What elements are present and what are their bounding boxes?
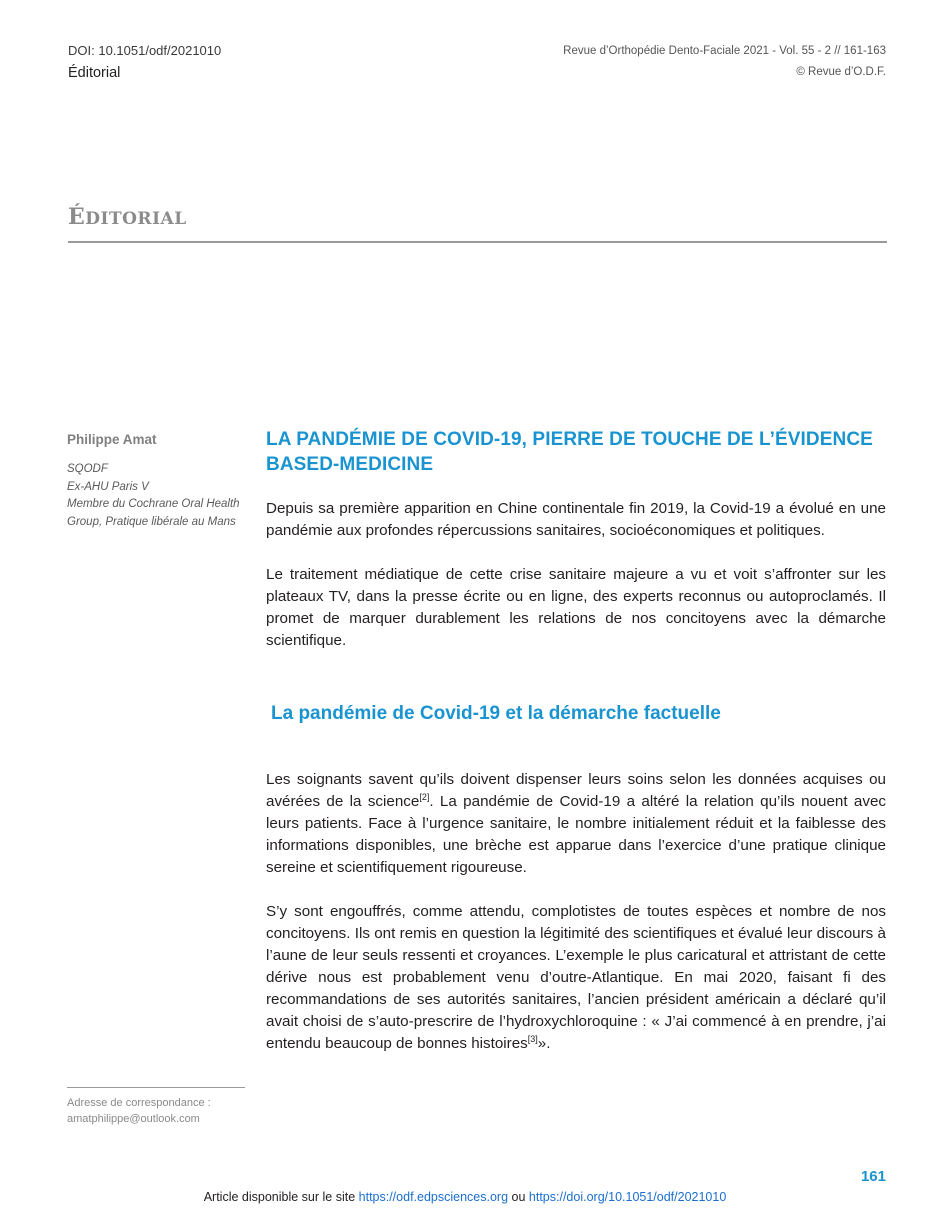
author-name: Philippe Amat [67, 432, 157, 447]
paragraph-1: Depuis sa première apparition en Chine continentale fin 2019, la Covid-19 a évolué en une pandémie aux profondes répercussions sanitaires, socioéconomiques et politiques. [266, 500, 886, 539]
section-title-rest: DITORIAL [85, 209, 187, 229]
correspondence-block [67, 1087, 245, 1127]
doi-label: DOI: 10.1051/odf/2021010 [68, 43, 222, 58]
footer-link-doi[interactable]: https://doi.org/10.1051/odf/2021010 [528, 1190, 727, 1204]
paragraph-3 [266, 769, 886, 879]
page-header-right [563, 41, 886, 83]
footer-text: Article disponible sur le site [203, 1190, 359, 1204]
author-sidebar [67, 432, 247, 531]
correspondence-label: Adresse de correspondance : [67, 1097, 211, 1109]
section-title-initial: É [68, 204, 86, 230]
footer-link-site[interactable]: https://odf.edpsciences.org [358, 1190, 509, 1204]
correspondence-email[interactable]: amatphilippe@outlook.com [67, 1113, 200, 1125]
article-body [266, 427, 886, 1055]
affiliation-1: SQODF [67, 463, 108, 475]
section-label: Éditorial [68, 65, 121, 81]
footer-text-or: ou [508, 1190, 529, 1204]
page-number: 161 [860, 1168, 886, 1185]
paragraph-2: Le traitement médiatique de cette crise sanitaire majeure a vu et voit s’affronter sur les plateaux TV, dans la presse écrite ou en ligne, des experts reconnus ou autoproclamés. Il promet de marquer durablement les relations de nos concitoyens avec la démarche scientifique. [266, 566, 886, 649]
journal-citation: Revue d’Orthopédie Dento-Faciale 2021 - Vol. 55 - 2 // 161-163 [563, 45, 886, 57]
section-title [68, 204, 187, 230]
article-title: LA PANDÉMIE DE COVID-19, PIERRE DE TOUCHE DE L’ÉVIDENCE BASED-MEDICINE [266, 429, 873, 475]
page-header-left [68, 40, 221, 84]
paragraph-3-text-b: . La pandémie de Covid-19 a altéré la relation qu’ils nouent avec leurs patients. Face à l’urgence sanitaire, le nombre initialement réduit et la faiblesse des informations disponibles, une brèche est apparue dans l’exercice d’une pratique clinique sereine et scientifiquement rigoureuse. [266, 793, 886, 876]
paragraph-3-text-a: Les soignants savent qu’ils doivent dispenser leurs soins selon les données acquises ou avérées de la science [266, 771, 886, 810]
subheading: La pandémie de Covid-19 et la démarche factuelle [271, 703, 721, 724]
paragraph-4-text-b: ». [537, 1035, 551, 1052]
section-title-rule [68, 241, 887, 243]
reference-3[interactable]: [3] [527, 1034, 538, 1044]
reference-2[interactable]: [2] [419, 792, 430, 802]
page-footer [0, 1190, 930, 1204]
correspondence-rule [67, 1087, 245, 1088]
affiliation-2: Ex-AHU Paris V [67, 480, 149, 493]
paragraph-4 [266, 901, 886, 1055]
affiliation-3: Membre du Cochrane Oral Health Group, Pratique libérale au Mans [67, 498, 240, 528]
copyright-notice: © Revue d’O.D.F. [796, 66, 886, 78]
paragraph-4-text-a: S’y sont engouffrés, comme attendu, complotistes de toutes espèces et nombre de nos concitoyens. Ils ont remis en question la légitimité des scientifiques et évalué leur discours à l’aune de leur seuls ressenti et croyances. L’exemple le plus caricatural et attristant de cette dérive nous est probablement venu d’outre-Atlantique. En mai 2020, faisant fi des recommandations de ses autorités sanitaires, l’ancien président américain a déclaré qu’il avait choisi de s’auto-prescrire de l’hydroxychloroquine : « J’ai commencé à en prendre, j’ai entendu beaucoup de bonnes histoires [266, 903, 886, 1052]
